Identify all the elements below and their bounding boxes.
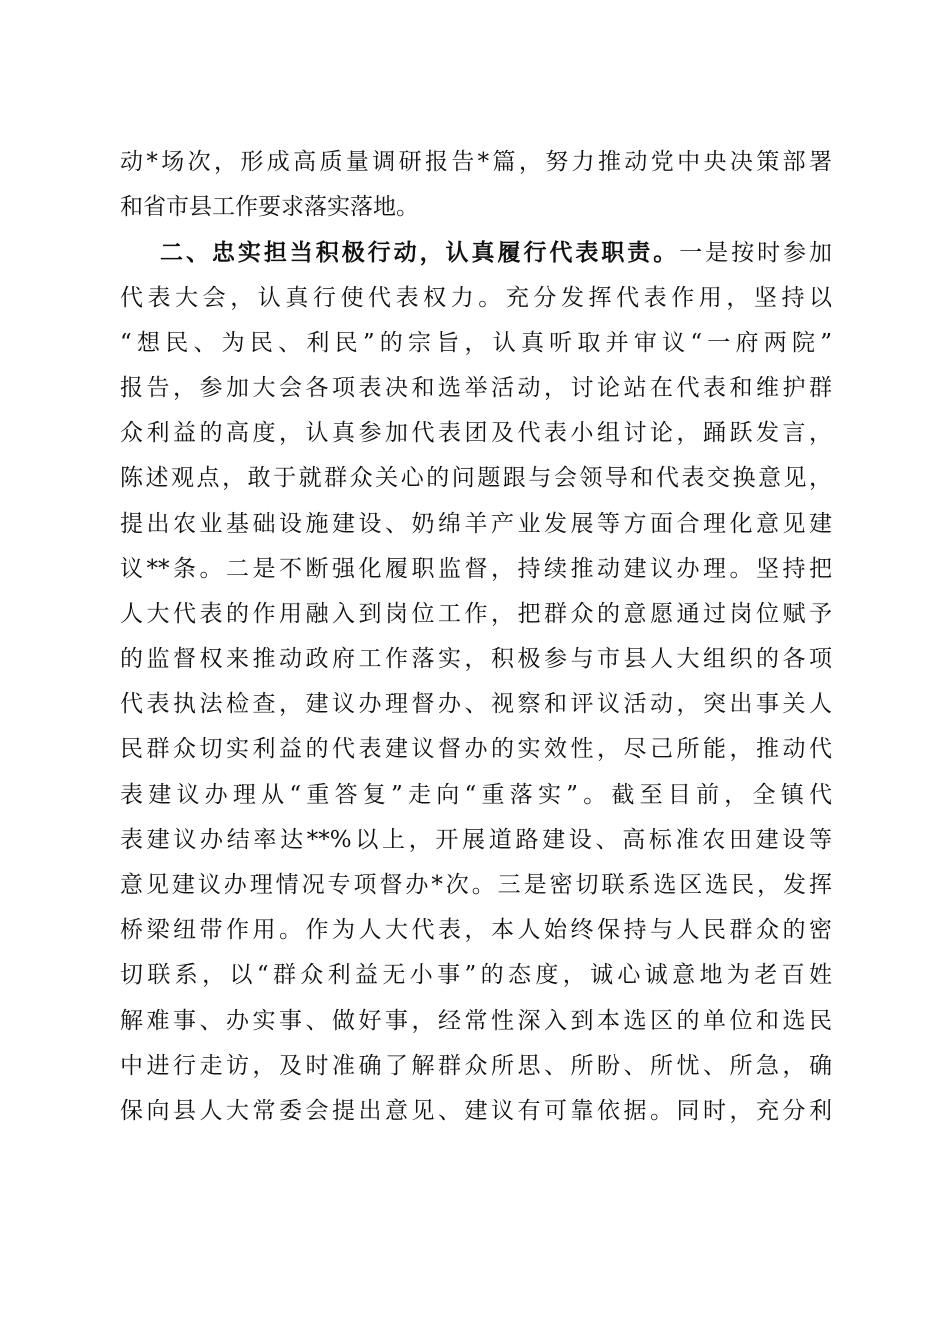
text-line: 代表执法检查，建议办理督办、视察和评议活动，突出事关人 (120, 691, 832, 718)
text-line: 表建议办结率达**%以上，开展道路建设、高标准农田建设等 (120, 826, 832, 853)
text-line: 意见建议办理情况专项督办*次。三是密切联系选区选民，发挥 (120, 872, 832, 898)
text-line: 众利益的高度，认真参加代表团及代表小组讨论，踊跃发言， (120, 420, 832, 447)
text-line: 中进行走访，及时准确了解群众所思、所盼、所忧、所急，确 (120, 1052, 832, 1079)
text-line: 保向县人大常委会提出意见、建议有可靠依据。同时，充分利 (120, 1097, 832, 1124)
text-line: 报告，参加大会各项表决和选举活动，讨论站在代表和维护群 (120, 374, 832, 401)
text-line: “想民、为民、利民”的宗旨，认真听取并审议“一府两院” (120, 329, 832, 356)
section-heading: 二、忠实担当积极行动，认真履行代表职责。 (160, 239, 680, 267)
text-line: 动*场次，形成高质量调研报告*篇，努力推动党中央决策部署 (120, 149, 832, 175)
body-text (120, 140, 832, 1134)
text-line: 人大代表的作用融入到岗位工作，把群众的意愿通过岗位赋予 (120, 600, 832, 627)
text-line: 代表大会，认真行使代表权力。充分发挥代表作用，坚持以 (120, 284, 832, 311)
text-line: 桥梁纽带作用。作为人大代表，本人始终保持与人民群众的密 (120, 917, 832, 944)
section-heading-continuation: 一是按时参加 (679, 240, 833, 267)
section-heading-line (120, 230, 832, 275)
text-line: 议**条。二是不断强化履职监督，持续推动建议办理。坚持把 (120, 555, 832, 582)
text-line: 切联系，以“群众利益无小事”的态度，诚心诚意地为老百姓 (120, 962, 832, 989)
text-line: 表建议办理从“重答复”走向“重落实”。截至目前，全镇代 (120, 781, 832, 808)
text-line: 的监督权来推动政府工作落实，积极参与市县人大组织的各项 (120, 646, 832, 673)
text-line: 和省市县工作要求落实落地。 (120, 194, 419, 221)
text-line: 解难事、办实事、做好事，经常性深入到本选区的单位和选民 (120, 1007, 832, 1034)
text-line: 提出农业基础设施建设、奶绵羊产业发展等方面合理化意见建 (120, 510, 832, 537)
text-line: 陈述观点，敢于就群众关心的问题跟与会领导和代表交换意见， (120, 465, 832, 492)
text-line: 民群众切实利益的代表建议督办的实效性，尽己所能，推动代 (120, 736, 832, 763)
